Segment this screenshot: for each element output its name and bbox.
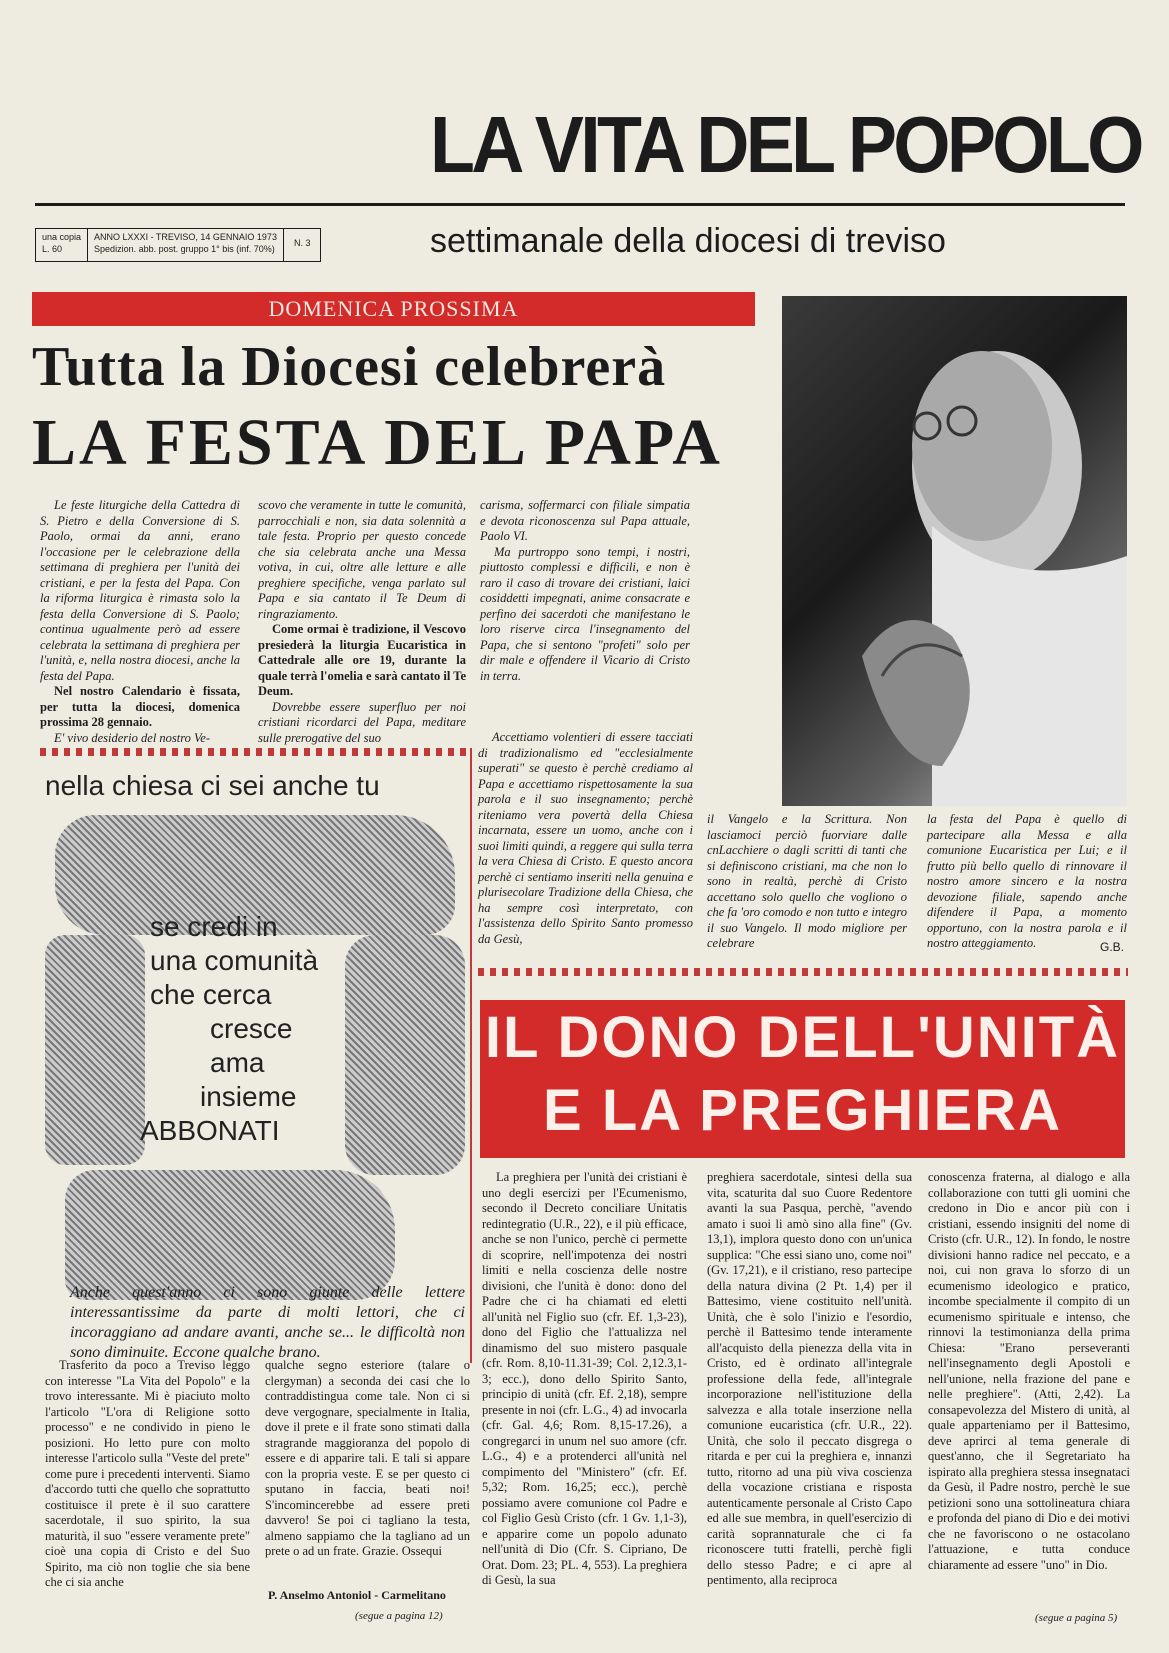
article1-col3-b: Ma purtroppo sono tempi, i nostri, piuttosto complessi e difficili, e non è raro il caso di trovare dei cristiani, laici cosiddetti impegnati, anime consacrate e perfino dei sacerdoti che manifestano le loro riserve circa l'insegnamento del Papa, che si sentono "profeti" solo per dir male e offendere il Vicario di Cristo in terra. [480, 544, 690, 683]
masthead-rule [35, 203, 1125, 206]
issue-line1: ANNO LXXXI - TREVISO, 14 GENNAIO 1973 [94, 232, 277, 242]
issue-cell [88, 229, 284, 261]
article1-col2-end: Dovrebbe essere superfluo per noi cristiani ricordarci del Papa, meditare sulle prerogative del suo [258, 699, 466, 745]
headline-line1: Tutta la Diocesi celebrerà [32, 336, 667, 398]
article2-col1-text: La preghiera per l'unità dei cristiani è uno degli esercizi per l'Ecumenismo, secondo il Decreto conciliare Unitatis redintegratio (U.R., 22), e il più efficace, anche se non l'unico, perchè ci permette di scoprire, nell'impotenza dei nostri limiti e nella coscienza delle nostre divisioni, che l'unità è dono: dono del Padre che ci ha chiamati ed eletti all'unità nel Figlio suo (cfr. Ef. 1,3-23), dono del Figlio che l'attualizza nel dinamismo del suo mistero pasquale (cfr. Rom. 8,10-11.31-39; Col. 2,12.3,1-3; ecc.), dono dello Spirito Santo, principio di unità (cfr. Ef. 2,18), sempre presente in noi (cfr. L.G., 4) ad invocarla (cfr. Gal. 4,6; Rom. 8,15-17.26), a congregarci in unum nel suo amore (cfr. L.G., 4) e a protenderci all'unità nel compimento del "Ministero" (cfr. Ef. 5,32; Rom. 16,25; ecc.), perchè possiamo avere comunione col Padre e col Figlio Gesù Cristo (cfr. 1 Gv. 1,1-3), e apparire come un popolo adunato nell'unità di Dio (Cfr. S. Cipriano, De Orat. Dom. 23; PL. 4, 553). La preghiera di Gesù, la sua [482, 1170, 687, 1587]
article1-col1-bold: Nel nostro Calendario è fissata, per tutta la diocesi, domenica prossima 28 gennaio. [40, 684, 240, 729]
article2-col3 [928, 1170, 1130, 1610]
letters-col2 [265, 1358, 470, 1586]
letters-col1-text: Trasferito da poco a Treviso leggo con interesse "La Vita del Popolo" e la trovo interessante. Mi è piaciuto molto l'articolo "L'ora di Religione sotto processo" e ne condivido in pieno le posizioni. Ho letto pure con molto interesse l'articolo sulla "Veste del prete" come pure i precedenti interventi. Siamo d'accordo tutti che quello che soprattutto costituisce il prete è il suo carattere sacerdotale, il suo spirito, la sua maturità, il suo "essere veramente prete" cioè una copia di Cristo e del Suo Spirito, ma ciò non toglie che sia bene che ci sia anche [45, 1358, 250, 1589]
promo-collage-right [345, 935, 465, 1175]
unity-headline-line1: IL DONO DELL'UNITÀ [484, 1005, 1121, 1070]
headline-line2: LA FESTA DEL PAPA [32, 406, 723, 479]
promo-title: nella chiesa ci sei anche tu [45, 770, 380, 801]
promo-lines [140, 910, 350, 1148]
issue-infobox [35, 228, 321, 262]
letters-col1 [45, 1358, 250, 1603]
article1-col1 [40, 498, 240, 748]
issue-line2: Spedizion. abb. post. gruppo 1° bis (inf. 70%) [94, 244, 275, 254]
issue-number: N. 3 [293, 238, 311, 248]
article2-col1 [482, 1170, 687, 1625]
divider-zigzag [40, 748, 472, 756]
letters-col2-text: qualche segno esteriore (talare o clergyman) a seconda dei casi che lo contraddistingua come tale. Non ci si deve vergognare, specialmente in Italia, dove il prete e il frate sono stimati dalla stragrande maggioranza del popolo di essere e di apparire tali. E tali si appare con la propria veste. E se per questo ci sputano in faccia, beati noi! S'incomincerebbe ad essere preti davvero! Se poi ci tagliano la testa, almeno sappiamo che la tagliano ad un prete o ad un frate. Grazie. Ossequi [265, 1358, 470, 1558]
unity-headline-line2: E LA PREGHIERA [543, 1078, 1062, 1143]
article2-continue: (segue a pagina 5) [1035, 1612, 1118, 1624]
kicker-bar: DOMENICA PROSSIMA [32, 292, 755, 326]
article2-col2-text: preghiera sacerdotale, sintesi della sua vita, scaturita dal suo Cuore Redentore avanti la sua Pasqua, perchè, "avendo amato i suoi li amò sino alla fine" (Gv. 13,1), implora questo dono con un'unica supplica: "Che essi siano uno, come noi" (Gv. 17,21), e il cristiano, reso partecipe della natura divina (2 Pt. 1,4) per il Battesimo, viene costituito nell'unità. Unità, che è solo l'inizio e l'esordio, perchè il Battesimo tende interamente all'acquisto della pienezza della vita in Cristo, ed è ordinato all'integrale professione della fede, all'integrale incorporazione nell'istituzione della salvezza e alla totale inserzione nella comunione eucaristica (cfr. U.R., 22). Unità, che solo il peccato disgrega o ritarda e per cui la preghiera e, innanzi tutto, ritorno ad una più viva coscienza della vocazione cristiana e risposta autenticamente personale al Cristo Capo ed alle sue membra, in quell'esercizio di carità soprannaturale che ci fa riconoscere tutti fratelli, perchè figli dello stesso Padre; e ci apre al pentimento, alla reciproca [707, 1170, 912, 1587]
article1-col3-c: Accettiamo volentieri di essere tacciati di tradizionalismo ed "ecclesialmente superati" se questo è perchè crediamo al Papa e accettiamo rispettosamente la sua parola e il suo insegnamento; perchè riteniamo vera povertà della Chiesa incarnata, essere un uomo, anche con i suoi limiti quindi, a reggere qui sulla terra la vera Chiesa di Cristo. E questo ancora perchè ci sentiamo inseriti nella genuina e plurisecolare Tradizione della Chiesa, che ha sempre così interpretato, con l'assistenza dello Spirito Santo promesso da Gesù, [478, 730, 693, 946]
divider-vertical [470, 748, 472, 1363]
promo-line-5: ama [210, 1047, 265, 1078]
pope-photo [782, 296, 1127, 806]
article1-col1-end: E' vivo desiderio del nostro Ve- [54, 730, 210, 745]
letters-continue: (segue a pagina 12) [355, 1610, 443, 1622]
letters-intro: Anche quest'anno ci sono giunte delle lettere interessantissime da parte di molti lettori, che ci incoraggiano ad andare avanti, anche se... le difficoltà non sono diminuite. Eccone qualche brano. [70, 1284, 465, 1361]
divider-zigzag-2 [478, 968, 1128, 976]
promo-collage-bottom [65, 1170, 395, 1300]
subscription-promo [45, 770, 465, 1310]
price-cell [36, 229, 88, 261]
article1-col2-bold: Come ormai è tradizione, il Vescovo presiederà la liturgia Eucaristica in Cattedrale alle ore 19, durante la quale terrà l'omelia e sarà cantato il Te Deum. [258, 622, 466, 698]
article2-col2 [707, 1170, 912, 1625]
pope-photo-illustration [782, 296, 1127, 806]
promo-line-4: cresce [210, 1013, 293, 1044]
article1-signature: G.B. [1100, 940, 1125, 954]
article1-col3-text: carisma, soffermarci con filiale simpatia e devota riconoscenza sul Papa attuale, Paolo VI. [480, 498, 690, 543]
masthead: LA VITA DEL POPOLO [430, 100, 1141, 189]
article1-col2-text: scovo che veramente in tutte le comunità, parrocchiali e non, sia data solennità a tale festa. Proprio per questo concede che sia celebrata anche una Messa votiva, in cui, oltre alle letture e alle preghiere specifiche, venga parlato sul Papa e sia cantato il Te Deum di ringraziamento. [258, 498, 466, 621]
promo-line-2: una comunità [150, 945, 319, 976]
article1-col4-text: il Vangelo e la Scrittura. Non lasciamoci perciò fuorviare dalle cnLacchiere o dagli scritti di tanti che si definiscono cristiani, ma che non lo sono in realtà, perchè di Cristo accettano solo quello che vogliono o che fa 'oro comodo e non tutto e integro il suo Vangelo. Il modo migliore per celebrare [707, 812, 907, 950]
article1-col1-text: Le feste liturgiche della Cattedra di S. Pietro e della Conversione di S. Paolo, ormai da anni, erano l'occasione per le celebrazione della settimana di preghiera per l'unità dei cristiani, e per la festa del Papa. Con la riforma liturgica è rimasta solo la festa della Conversione di S. Paolo; continua ugualmente però ad essere celebrata la settimana di preghiera per l'unità, e, nella nostra diocesi, anche la festa del Papa. [40, 498, 240, 683]
article2-col3-text: conoscenza fraterna, al dialogo e alla collaborazione con tutti gli uomini che credono in Dio e ancor più con i cristiani, essendo insigniti del nome di Cristo (cfr. U.R., 12). In fondo, le nostre divisioni hanno radice nel peccato, e a noi, cui non grava lo sforzo di un ecumenismo ideologico e pratico, incombe specialmente il compito di un ecumenismo spirituale e intenso, che rinnovi la testimonianza della prima Chiesa: "Erano perseveranti nell'insegnamento degli Apostoli e nell'unione, nella frazione del pane e nelle preghiere". (Atti, 2,42). La consapevolezza del Mistero di unità, al quale apparteniamo per il Battesimo, deve aprirci al tema generale di quest'anno, che il Segretariato ha ispirato alla preghiera stessa insegnataci da Gesù, il Padre nostro, perchè le sue petizioni sono una sottolineatura chiara e profonda del piano di Dio e dei motivi che ne favoriscono o ne ostacolano l'attuazione, e tutta conduce chiaramente ad essere "uno" in Dio. [928, 1170, 1130, 1572]
unity-headline-box [480, 1000, 1125, 1158]
article1-col5-text: la festa del Papa è quello di partecipare alla Messa e alla comunione Eucaristica per Lui; e il frutto più bello quello di rinnovare il nostro amore sincero e la nostra devozione filiale, sapendo anche difendere il Papa, a momento opportuno, con la nostra parola e il nostro atteggiamento. [927, 812, 1127, 950]
price-label: una copia [42, 232, 82, 242]
promo-line-7: ABBONATI [140, 1115, 280, 1146]
letters-signature: P. Anselmo Antoniol - Carmelitano [268, 1588, 446, 1602]
article1-col4 [707, 812, 907, 957]
article1-col2 [258, 498, 466, 745]
promo-line-1: se credi in [150, 911, 278, 942]
subtitle: settimanale della diocesi di treviso [430, 222, 946, 260]
article1-col3 [480, 498, 690, 698]
promo-line-6: insieme [200, 1081, 297, 1112]
article1-col3-cont [478, 730, 693, 955]
price-value: L. 60 [42, 244, 63, 254]
promo-collage-left [45, 935, 145, 1165]
promo-line-3: che cerca [150, 979, 272, 1010]
